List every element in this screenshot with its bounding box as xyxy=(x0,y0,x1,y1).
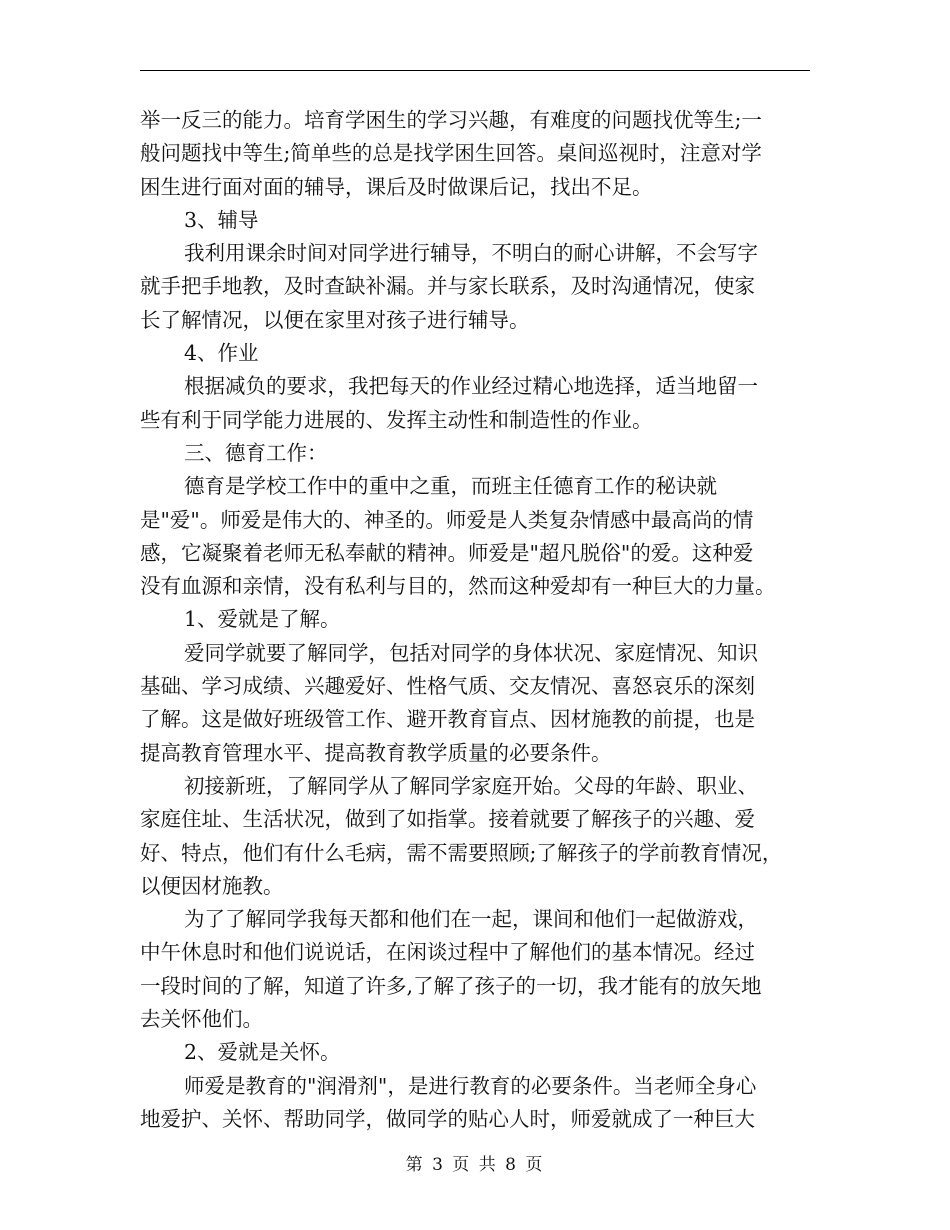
text-line: 德育是学校工作中的重中之重，而班主任德育工作的秘诀就 xyxy=(184,474,717,499)
text-line: 举一反三的能力。培育学困生的学习兴趣，有难度的问题找优等生;一 xyxy=(140,108,762,132)
text-line: 以便因材施教。 xyxy=(140,873,284,898)
text-line: 师爱是教育的"润滑剂"，是进行教育的必要条件。当老师全身心 xyxy=(184,1073,757,1098)
text-line: 2、爱就是关怀。 xyxy=(184,1040,341,1065)
page-footer: 第 3 页 共 8 页 xyxy=(405,1155,545,1175)
text-line: 没有血源和亲情，没有私利与目的，然而这种爱却有一种巨大的力量。 xyxy=(140,574,776,599)
text-line: 我利用课余时间对同学进行辅导，不明白的耐心讲解，不会写字 xyxy=(184,241,758,266)
header-rule xyxy=(140,70,810,71)
text-line: 好、特点，他们有什么毛病，需不需要照顾;了解孩子的学前教育情况， xyxy=(140,840,783,865)
text-line: 长了解情况，以便在家里对孩子进行辅导。 xyxy=(140,307,530,332)
text-line: 中午休息时和他们说说话，在闲谈过程中了解他们的基本情况。经过 xyxy=(140,940,755,965)
text-line: 困生进行面对面的辅导，课后及时做课后记，找出不足。 xyxy=(140,174,653,199)
text-line: 就手把手地教，及时查缺补漏。并与家长联系，及时沟通情况，使家 xyxy=(140,274,755,299)
text-line: 去关怀他们。 xyxy=(140,1007,263,1032)
text-line: 爱同学就要了解同学，包括对同学的身体状况、家庭情况、知识 xyxy=(184,640,758,665)
text-line: 4、作业 xyxy=(184,341,259,366)
text-line: 了解。这是做好班级管工作、避开教育盲点、因材施教的前提，也是 xyxy=(140,707,755,732)
text-line: 般问题找中等生;简单些的总是找学困生回答。桌间巡视时，注意对学 xyxy=(140,141,762,166)
text-line: 根据减负的要求，我把每天的作业经过精心地选择，适当地留一 xyxy=(184,374,758,399)
text-line: 一段时间的了解，知道了许多,了解了孩子的一切，我才能有的放矢地 xyxy=(140,973,762,998)
text-line: 是"爱"。师爱是伟大的、神圣的。师爱是人类复杂情感中最高尚的情 xyxy=(140,507,754,532)
text-line: 些有利于同学能力进展的、发挥主动性和制造性的作业。 xyxy=(140,407,653,432)
text-line: 地爱护、关怀、帮助同学，做同学的贴心人时，师爱就成了一种巨大 xyxy=(140,1106,755,1131)
text-line: 家庭住址、生活状况，做到了如指掌。接着就要了解孩子的兴趣、爱 xyxy=(140,807,755,832)
text-line: 基础、学习成绩、兴趣爱好、性格气质、交友情况、喜怒哀乐的深刻 xyxy=(140,674,755,699)
text-line: 三、德育工作： xyxy=(184,440,328,465)
text-line: 感，它凝聚着老师无私奉献的精神。师爱是"超凡脱俗"的爱。这种爱 xyxy=(140,540,754,565)
document-body xyxy=(140,104,820,1136)
text-line: 提高教育管理水平、提高教育教学质量的必要条件。 xyxy=(140,740,612,765)
text-line: 为了了解同学我每天都和他们在一起，课间和他们一起做游戏， xyxy=(184,907,758,932)
text-line: 1、爱就是了解。 xyxy=(184,607,341,632)
text-line: 3、辅导 xyxy=(184,207,259,232)
text-line: 初接新班，了解同学从了解同学家庭开始。父母的年龄、职业、 xyxy=(184,773,758,798)
